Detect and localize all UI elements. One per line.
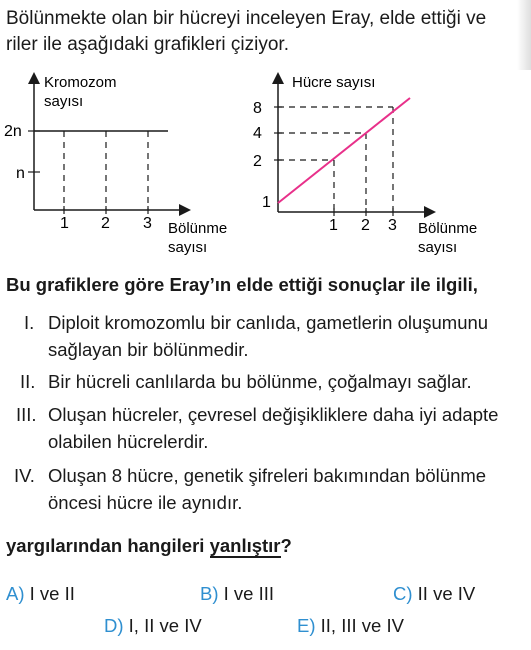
answer-c[interactable]: C) II ve IV	[393, 583, 476, 604]
ask-prefix: yargılarından hangileri	[6, 535, 210, 556]
item-4-line-1: Oluşan 8 hücre, genetik şifreleri bakımından bölünme	[48, 465, 487, 486]
y-tick-8: 8	[253, 100, 262, 117]
ask-emphasis: yanlıştır	[209, 535, 281, 556]
answer-a[interactable]: A) I ve II	[6, 583, 75, 604]
question-stem: Bu grafiklere göre Eray’ın elde ettiği sonuçlar ile ilgili,	[6, 274, 478, 295]
y-tick-2n: 2n	[4, 123, 22, 140]
item-2-line-1: Bir hücreli canlılarda bu bölünme, çoğalmayı sağlar.	[48, 371, 472, 392]
item-1-line-1: Diploit kromozomlu bir canlıda, gametlerin oluşumunu	[48, 312, 489, 333]
y-tick-1: 1	[262, 194, 271, 211]
x-tick-1: 1	[329, 217, 338, 234]
x-axis-label-2: sayısı	[168, 239, 208, 256]
x-tick-3: 3	[388, 217, 397, 234]
x-tick-1: 1	[60, 215, 69, 232]
chromosome-chart	[0, 70, 250, 265]
y-axis-label-2: sayısı	[44, 93, 84, 110]
ask-suffix: ?	[280, 535, 292, 556]
item-1-number: I.	[24, 312, 35, 333]
x-axis-label-1: Bölünme	[168, 220, 228, 237]
cell-count-chart	[250, 70, 520, 265]
intro-line-2: riler ile aşağıdaki grafikleri çiziyor.	[6, 34, 289, 55]
answer-e[interactable]: E) II, III ve IV	[297, 615, 404, 636]
item-1-line-2: sağlayan bir bölünmedir.	[48, 339, 249, 360]
item-3-number: III.	[16, 404, 37, 425]
y-tick-4: 4	[253, 125, 262, 142]
x-axis-label-1: Bölünme	[418, 220, 478, 237]
y-axis-label: Hücre sayısı	[292, 74, 376, 91]
item-3-line-2: olabilen hücrelerdir.	[48, 431, 209, 452]
item-3-line-1: Oluşan hücreler, çevresel değişikliklere daha iyi adapte	[48, 404, 499, 425]
page-edge-shadow	[517, 0, 531, 70]
x-tick-2: 2	[101, 215, 110, 232]
question-ask	[6, 535, 292, 557]
y-tick-n: n	[16, 165, 25, 182]
answer-d[interactable]: D) I, II ve IV	[104, 615, 202, 636]
item-4-number: IV.	[14, 465, 35, 486]
y-axis-label-1: Kromozom	[44, 74, 117, 91]
answer-b[interactable]: B) I ve III	[200, 583, 275, 604]
y-tick-2: 2	[253, 153, 262, 170]
intro-line-1: Bölünmekte olan bir hücreyi inceleyen Eray, elde ettiği ve	[6, 8, 487, 29]
x-tick-2: 2	[361, 217, 370, 234]
series-line	[278, 98, 410, 203]
item-4-line-2: öncesi hücre ile aynıdır.	[48, 492, 243, 513]
x-tick-3: 3	[143, 215, 152, 232]
x-axis-label-2: sayısı	[418, 239, 458, 256]
item-2-number: II.	[20, 371, 36, 392]
